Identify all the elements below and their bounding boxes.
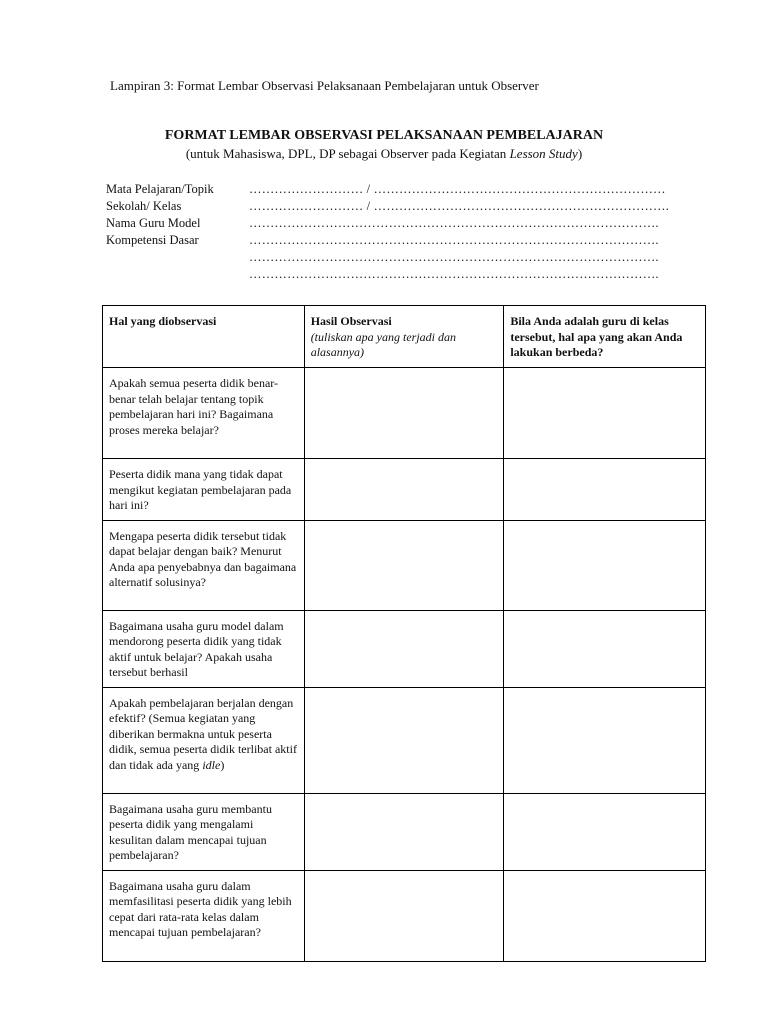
field-subject [106,182,716,199]
observation-answer-cell[interactable] [304,459,504,521]
observation-answer-cell[interactable] [304,793,504,870]
alternative-answer-cell[interactable] [504,870,706,961]
table-row [103,610,706,687]
appendix-line: Lampiran 3: Format Lembar Observasi Pelaksanaan Pembelajaran untuk Observer [110,78,539,93]
idle-emphasis: idle [202,757,221,772]
table-header-row [103,306,706,368]
observation-answer-cell[interactable] [304,520,504,610]
observation-answer-cell[interactable] [304,368,504,459]
observation-answer-cell[interactable] [304,610,504,687]
field-basic-competence [106,233,716,250]
document-title: FORMAT LEMBAR OBSERVASI PELAKSANAAN PEMBELAJARAN [164,128,604,143]
observation-answer-cell[interactable] [304,870,504,961]
field-blank[interactable]: ……………………………………………………………………………………. [249,250,659,264]
field-continuation [106,250,716,267]
question-cell: Peserta didik mana yang tidak dapat mengikut kegiatan pembelajaran pada hari ini? [103,459,305,521]
field-label: Kompetensi Dasar [106,233,199,247]
alternative-answer-cell[interactable] [504,368,706,459]
field-blank[interactable]: ……………………… / …………………………………………………………… [249,182,666,196]
subtitle-prefix: (untuk Mahasiswa, DPL, DP sebagai Observer pada Kegiatan [185,146,510,161]
field-teacher-name [106,216,716,233]
question-cell: Mengapa peserta didik tersebut tidak dapat belajar dengan baik? Menurut Anda apa penyebabnya dan bagaimana alternatif solusinya? [103,520,305,610]
field-blank[interactable]: ……………………………………………………………………………………. [249,233,659,247]
field-label: Mata Pelajaran/Topik [106,182,214,196]
table-row [103,870,706,961]
field-school-class [106,199,716,216]
alternative-answer-cell[interactable] [504,687,706,793]
observation-answer-cell[interactable] [304,687,504,793]
field-blank[interactable]: ……………………………………………………………………………………. [249,216,659,230]
header-observed-item: Hal yang diobservasi [103,306,305,368]
alternative-answer-cell[interactable] [504,459,706,521]
identity-fields [106,182,716,284]
question-cell: Bagaimana usaha guru dalam memfasilitasi peserta didik yang lebih cepat dari rata-rata kelas dalam mencapai tujuan pembelajaran? [103,870,305,961]
document-subtitle [0,146,768,162]
field-blank[interactable]: ……………………………………………………………………………………. [249,267,659,281]
question-text: Apakah pembelajaran berjalan dengan efektif? (Semua kegiatan yang diberikan bermakna untuk peserta didik, semua peserta didik terlibat aktif dan tidak ada yang idle) [109,695,297,772]
field-label: Nama Guru Model [106,216,201,230]
question-cell: Bagaimana usaha guru model dalam mendorong peserta didik yang tidak aktif untuk belajar? Apakah usaha tersebut berhasil [103,610,305,687]
alternative-answer-cell[interactable] [504,793,706,870]
header-observation-label: Hasil Observasi [310,314,392,328]
observation-table [102,305,706,962]
subtitle-italic: Lesson Study [509,146,578,161]
table-row [103,368,706,459]
header-different-action: Bila Anda adalah guru di kelas tersebut, hal apa yang akan Anda lakukan berbeda? [504,306,706,368]
question-cell [103,687,305,793]
subtitle-suffix: ) [577,146,583,161]
field-label: Sekolah/ Kelas [106,199,182,213]
table-row [103,459,706,521]
header-observation-hint: (tuliskan apa yang terjadi dan alasannya) [310,329,457,359]
table-row [103,687,706,793]
field-blank[interactable]: ……………………… / ……………………………………………………………. [249,199,670,213]
field-continuation [106,267,716,284]
header-observation-result [304,306,504,368]
alternative-answer-cell[interactable] [504,520,706,610]
table-row [103,793,706,870]
question-cell: Bagaimana usaha guru membantu peserta didik yang mengalami kesulitan dalam mencapai tujuan pembelajaran? [103,793,305,870]
question-cell: Apakah semua peserta didik benar-benar telah belajar tentang topik pembelajaran hari ini? Bagaimana proses mereka belajar? [103,368,305,459]
table-row [103,520,706,610]
alternative-answer-cell[interactable] [504,610,706,687]
